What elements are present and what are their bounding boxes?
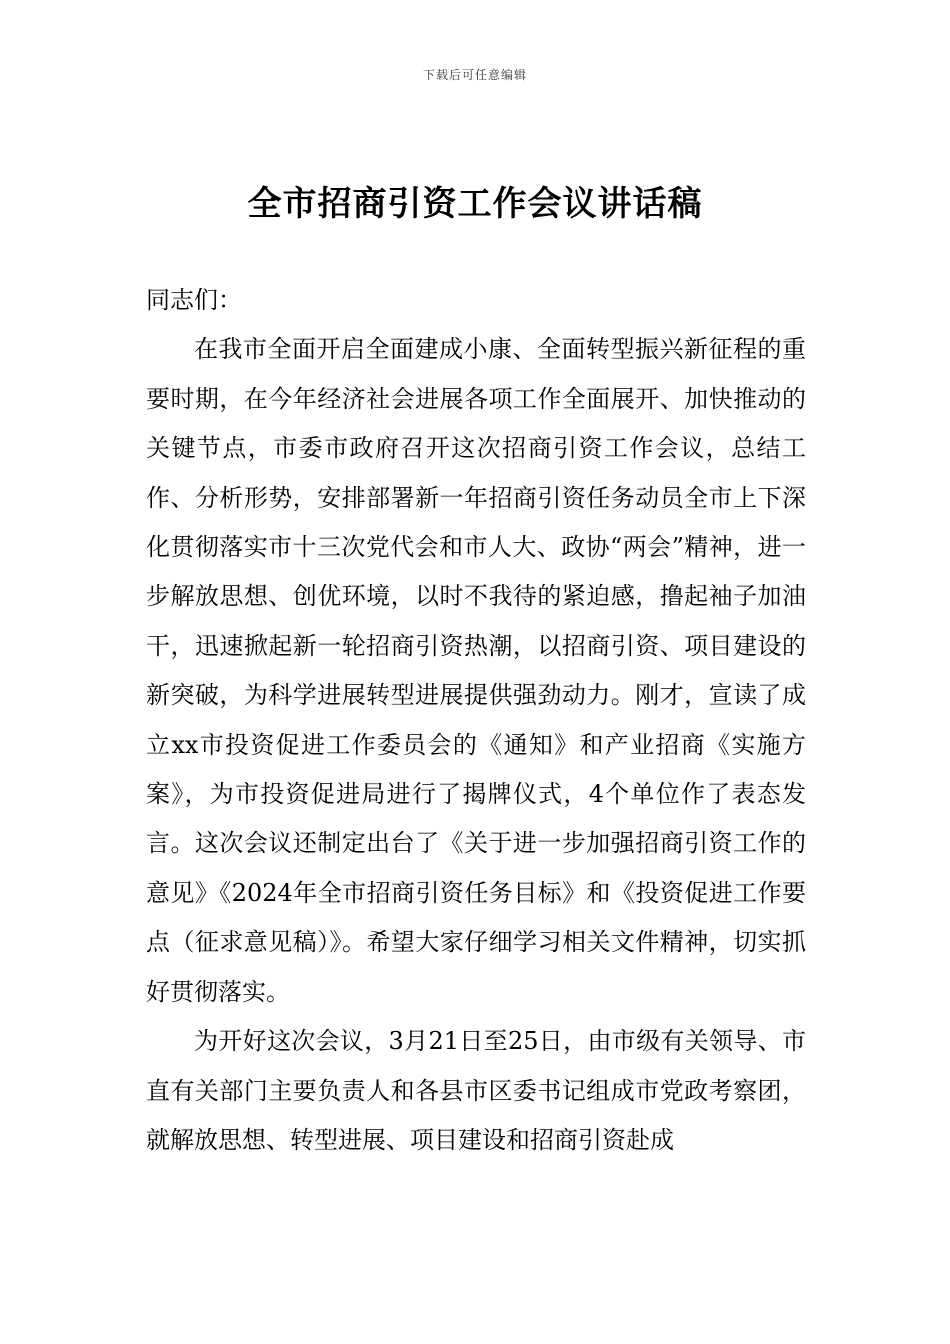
salutation: 同志们： [146,286,242,314]
document-title: 全市招商引资工作会议讲话稿 [247,184,703,224]
header-note: 下载后可任意编辑 [422,68,527,82]
document-body [146,276,806,1165]
paragraph-1: 在我市全面开启全面建成小康、全面转型振兴新征程的重要时期，在今年经济社会进展各项工作全面展开、加快推动的关键节点，市委市政府召开这次招商引资工作会议，总结工作、分析形势，安排部署新一年招商引资任务动员全市上下深化贯彻落实市十三次党代会和市人大、政协“两会”精神，进一步解放思想、创优环境，以时不我待的紧迫感，撸起袖子加油干，迅速掀起新一轮招商引资热潮，以招商引资、项目建设的新突破，为科学进展转型进展提供强劲动力。刚才，宣读了成立xx市投资促进工作委员会的《通知》和产业招商《实施方案》，为市投资促进局进行了揭牌仪式，4个单位作了表态发言。这次会议还制定出台了《关于进一步加强招商引资工作的意见》《2024年全市招商引资任务目标》和《投资促进工作要点（征求意见稿）》。希望大家仔细学习相关文件精神，切实抓好贯彻落实。 [146,335,806,1006]
paragraph-2: 为开好这次会议，3月21日至25日，由市级有关领导、市直有关部门主要负责人和各县市区委书记组成市党政考察团，就解放思想、转型进展、项目建设和招商引资赴成 [146,1027,806,1154]
